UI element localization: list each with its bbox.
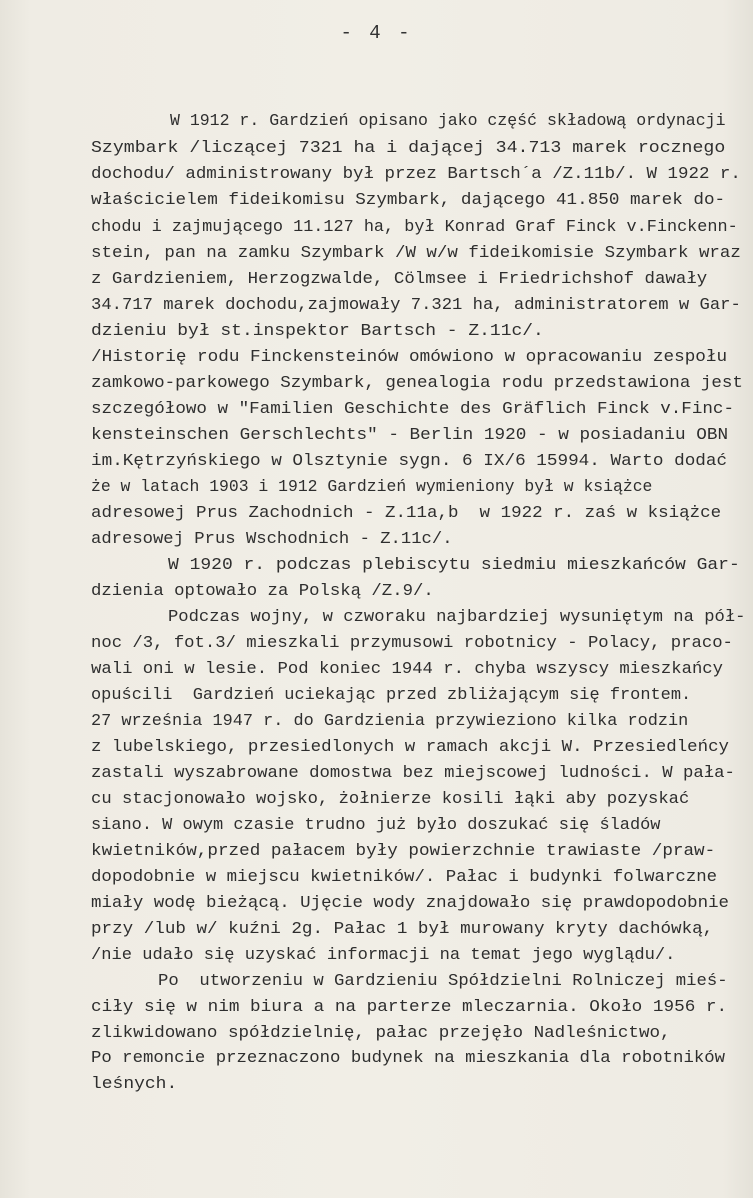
text-line: leśnych. <box>91 1074 178 1093</box>
text-line: stein, pan na zamku Szymbark /W w/w fideikomisie Szymbark wraz <box>91 243 741 262</box>
text-line: adresowej Prus Zachodnich - Z.11a,b w 1922 r. zaś w książce <box>91 503 722 522</box>
text-line: kwietników,przed pałacem były powierzchnie trawiaste /praw- <box>91 841 716 860</box>
text-line: wali oni w lesie. Pod koniec 1944 r. chyba wszyscy mieszkańcy <box>91 659 724 678</box>
text-line: z Gardzieniem, Herzogzwalde, Cölmsee i Friedrichshof dawały <box>91 269 708 288</box>
text-line: 34.717 marek dochodu,zajmowały 7.321 ha, administratorem w Gar- <box>91 295 741 314</box>
text-line: zamkowo-parkowego Szymbark, genealogia rodu przedstawiona jest <box>91 373 743 392</box>
text-line: dzienia optowało za Polską /Z.9/. <box>91 581 434 600</box>
text-line: siano. W owym czasie trudno już było doszukać się śladów <box>91 815 661 834</box>
text-line: miały wodę bieżącą. Ujęcie wody znajdowało się prawdopodobnie <box>91 893 730 912</box>
text-line: 27 września 1947 r. do Gardzienia przywieziono kilka rodzin <box>91 711 689 730</box>
text-line: właścicielem fideikomisu Szymbark, dającego 41.850 marek do- <box>91 190 726 209</box>
text-line: szczegółowo w "Familien Geschichte des Gräflich Finck v.Finc- <box>91 399 735 418</box>
text-line: im.Kętrzyńskiego w Olsztynie sygn. 6 IX/6 15994. Warto dodać <box>91 451 728 470</box>
text-line: przy /lub w/ kuźni 2g. Pałac 1 był murowany kryty dachówką, <box>91 919 714 938</box>
text-line: zastali wyszabrowane domostwa bez miejscowej ludności. W pała- <box>91 763 735 782</box>
text-line: Po remoncie przeznaczono budynek na mieszkania dla robotników <box>91 1048 726 1067</box>
text-line: dopodobnie w miejscu kwietników/. Pałac i budynki folwarczne <box>91 867 718 886</box>
text-line: chodu i zajmującego 11.127 ha, był Konrad Graf Finck v.Finckenn- <box>91 217 738 236</box>
text-line: opuścili Gardzień uciekając przed zbliżającym się frontem. <box>91 685 692 704</box>
text-line: W 1920 r. podczas plebiscytu siedmiu mieszkańców Gar- <box>168 555 740 574</box>
text-line: W 1912 r. Gardzień opisano jako część składową ordynacji <box>170 111 726 130</box>
text-line: Po utworzeniu w Gardzieniu Spółdzielni Rolniczej mieś- <box>158 971 728 990</box>
text-line: cu stacjonowało wojsko, żołnierze kosili łąki aby pozyskać <box>91 789 690 808</box>
text-line: noc /3, fot.3/ mieszkali przymusowi robotnicy - Polacy, praco- <box>91 633 733 652</box>
text-line: dochodu/ administrowany był przez Bartsch´a /Z.11b/. W 1922 r. <box>91 164 741 183</box>
text-line: ciły się w nim biura a na parterze mleczarnia. Około 1956 r. <box>91 997 728 1016</box>
text-line: z lubelskiego, przesiedlonych w ramach akcji W. Przesiedleńcy <box>91 737 730 756</box>
text-line: /nie udało się uzyskać informacji na temat jego wyglądu/. <box>91 945 676 964</box>
text-line: dzieniu był st.inspektor Bartsch - Z.11c/. <box>91 321 544 340</box>
text-line: że w latach 1903 i 1912 Gardzień wymieniony był w książce <box>91 477 653 496</box>
text-line: Szymbark /liczącej 7321 ha i dającej 34.713 marek rocznego <box>91 138 726 157</box>
text-line: /Historię rodu Finckensteinów omówiono w opracowaniu zespołu <box>91 347 728 366</box>
text-line: zlikwidowano spółdzielnię, pałac przejęło Nadleśnictwo, <box>91 1023 671 1042</box>
text-line: kensteinschen Gerschlechts" - Berlin 1920 - w posiadaniu OBN <box>91 425 729 444</box>
text-line: Podczas wojny, w czworaku najbardziej wysuniętym na pół- <box>168 607 746 626</box>
text-line: adresowej Prus Wschodnich - Z.11c/. <box>91 529 453 548</box>
page-number: - 4 - <box>340 22 413 44</box>
